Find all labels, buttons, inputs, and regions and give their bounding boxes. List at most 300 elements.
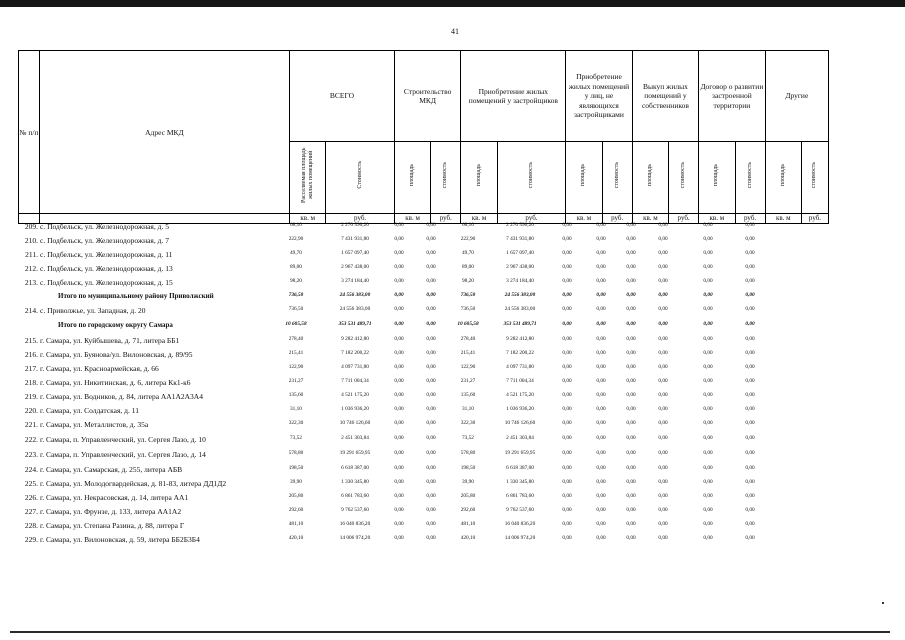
row-address: с. Приволжье, ул. Западная, д. 20 <box>40 306 146 315</box>
row-value: 0,00 <box>596 507 606 513</box>
group-header-total: ВСЕГО <box>290 51 395 142</box>
row-value: 0,00 <box>745 378 755 384</box>
table-row <box>18 278 829 290</box>
row-number: 215. <box>24 336 38 345</box>
row-value: 205,80 <box>460 493 476 499</box>
subheader-cell <box>669 142 699 214</box>
subheader-label: Стоимость <box>356 161 363 189</box>
row-value: 0,00 <box>426 236 436 242</box>
row-value: 0,00 <box>562 507 572 513</box>
unit-cell: руб. <box>735 214 765 224</box>
row-value: 14 006 974,20 <box>504 535 536 541</box>
row-value: 0,00 <box>745 292 755 298</box>
group-header-other: Другие <box>765 51 828 142</box>
row-value: 3 274 184,40 <box>506 278 534 284</box>
row-value: 0,00 <box>426 420 436 426</box>
top-border <box>0 0 905 7</box>
row-value: 0,00 <box>562 535 572 541</box>
row-value: 0,00 <box>658 435 668 441</box>
row-value: 0,00 <box>426 479 436 485</box>
row-value: 0,00 <box>745 420 755 426</box>
row-value: 0,00 <box>658 392 668 398</box>
row-value: 0,00 <box>745 350 755 356</box>
row-value: 0,00 <box>394 378 404 384</box>
subtotal-label: Итого по городскому округу Самара <box>58 321 173 329</box>
row-value: 0,00 <box>596 292 606 298</box>
row-value: 0,00 <box>745 450 755 456</box>
row-number: 218. <box>24 378 38 387</box>
row-number: 221. <box>24 420 38 429</box>
row-number: 214. <box>24 306 38 315</box>
subheader-cell <box>765 142 801 214</box>
row-value: 0,00 <box>562 292 572 298</box>
row-address: г. Самара, п. Управленческий, ул. Сергея Лазо, д. 10 <box>40 435 206 444</box>
row-value: 0,00 <box>658 222 668 228</box>
row-value: 1 657 097,40 <box>506 250 534 256</box>
subtotal-row <box>18 292 829 304</box>
row-value: 0,00 <box>562 278 572 284</box>
row-number: 223. <box>24 450 38 459</box>
row-value: 0,00 <box>658 364 668 370</box>
subheader-label: стоимость <box>680 161 687 189</box>
subheader-cell <box>461 142 497 214</box>
table-row <box>18 306 829 318</box>
row-value: 2 270 590,20 <box>341 222 369 228</box>
row-value: 0,00 <box>596 420 606 426</box>
unit-cell: руб. <box>602 214 632 224</box>
row-value: 1 036 936,20 <box>341 406 369 412</box>
row-value: 481,10 <box>288 521 304 527</box>
row-value: 1 330 345,80 <box>506 479 534 485</box>
row-value: 6 618 387,00 <box>341 465 369 471</box>
row-value: 0,00 <box>745 278 755 284</box>
row-value: 0,00 <box>562 250 572 256</box>
row-value: 1 657 097,40 <box>341 250 369 256</box>
row-value: 578,80 <box>460 450 476 456</box>
row-value: 0,00 <box>596 364 606 370</box>
row-value: 420,10 <box>460 535 476 541</box>
row-value: 122,90 <box>460 364 476 370</box>
row-value: 0,00 <box>394 278 404 284</box>
bottom-border <box>10 631 890 633</box>
row-value: 0,00 <box>562 392 572 398</box>
row-value: 4 097 731,80 <box>341 364 369 370</box>
unit-cell: кв. м <box>394 214 430 224</box>
row-value: 2 451 303,84 <box>341 435 369 441</box>
row-value: 122,90 <box>288 364 304 370</box>
row-value: 736,50 <box>460 292 476 298</box>
row-value: 0,00 <box>745 306 755 312</box>
row-value: 0,00 <box>658 535 668 541</box>
row-value: 0,00 <box>658 306 668 312</box>
row-value: 7 182 200,22 <box>506 350 534 356</box>
subheader-label: площадь <box>409 163 416 187</box>
row-number: 209. <box>24 222 38 231</box>
row-value: 0,00 <box>703 292 713 298</box>
row-address: г. Самара, ул. Буянова/ул. Вилоновская, д. 89/95 <box>40 350 193 359</box>
row-value: 0,00 <box>394 450 404 456</box>
row-value: 0,00 <box>596 535 606 541</box>
row-address: г. Самара, п. Управленческий, ул. Сергея Лазо, д. 14 <box>40 450 206 459</box>
unit-cell: руб. <box>497 214 566 224</box>
group-header-purchase-non-developers: Приобретение жилых помещений у лиц, не являющихся застройщиками <box>566 51 632 142</box>
row-value: 0,00 <box>596 350 606 356</box>
row-address: г. Самара, ул. Красноармейская, д. 66 <box>40 364 159 373</box>
table-row <box>18 507 829 519</box>
row-value: 0,00 <box>626 364 636 370</box>
row-value: 0,00 <box>745 264 755 270</box>
row-value: 135,60 <box>460 392 476 398</box>
table-row <box>18 420 829 432</box>
row-number: 213. <box>24 278 38 287</box>
row-value: 68,10 <box>290 222 302 228</box>
row-number: 212. <box>24 264 38 273</box>
group-header-territory: Договор о развитии застроенной территории <box>699 51 765 142</box>
row-address: г. Самара, ул. Никитинская, д. 6, литера Кк1-к6 <box>40 378 191 387</box>
row-value: 0,00 <box>745 435 755 441</box>
row-value: 10 605,58 <box>285 321 307 327</box>
row-value: 420,10 <box>288 535 304 541</box>
row-value: 0,00 <box>426 264 436 270</box>
scan-speck <box>882 602 884 604</box>
row-value: 2 967 438,00 <box>341 264 369 270</box>
row-value: 322,30 <box>288 420 304 426</box>
row-value: 0,00 <box>745 321 755 327</box>
row-value: 0,00 <box>703 507 713 513</box>
address-column-header <box>39 51 289 214</box>
row-value: 0,00 <box>596 521 606 527</box>
row-value: 736,50 <box>460 306 476 312</box>
row-value: 0,00 <box>703 306 713 312</box>
row-value: 222,90 <box>460 236 476 242</box>
row-value: 19 291 659,95 <box>504 450 536 456</box>
row-value: 278,40 <box>460 336 476 342</box>
row-address: г. Самара, ул. Куйбышева, д. 71, литера ББ1 <box>40 336 180 345</box>
subheader-cell <box>566 142 602 214</box>
row-value: 3 274 184,40 <box>341 278 369 284</box>
row-value: 0,00 <box>745 250 755 256</box>
row-value: 0,00 <box>745 535 755 541</box>
row-value: 0,00 <box>626 222 636 228</box>
table-row <box>18 435 829 447</box>
row-value: 278,40 <box>288 336 304 342</box>
row-value: 0,00 <box>626 535 636 541</box>
row-value: 292,60 <box>288 507 304 513</box>
row-value: 0,00 <box>658 450 668 456</box>
table-row <box>18 236 829 248</box>
subtotal-row <box>18 321 829 333</box>
row-value: 0,00 <box>394 321 404 327</box>
row-value: 0,00 <box>596 264 606 270</box>
row-value: 0,00 <box>658 292 668 298</box>
row-value: 24 556 383,00 <box>339 306 371 312</box>
row-value: 0,00 <box>596 450 606 456</box>
table-row <box>18 493 829 505</box>
table-header <box>18 50 829 224</box>
page-number: 41 <box>451 27 459 36</box>
num-column-header <box>19 51 40 214</box>
row-value: 0,00 <box>394 236 404 242</box>
row-value: 0,00 <box>658 278 668 284</box>
row-value: 89,00 <box>290 264 302 270</box>
row-value: 89,00 <box>462 264 474 270</box>
row-value: 14 006 974,20 <box>339 535 371 541</box>
row-value: 0,00 <box>394 392 404 398</box>
table-row <box>18 378 829 390</box>
row-value: 0,00 <box>658 236 668 242</box>
row-value: 73,52 <box>462 435 474 441</box>
table-row <box>18 364 829 376</box>
subheader-label: площадь <box>779 163 786 187</box>
row-value: 0,00 <box>426 278 436 284</box>
subheader-cell <box>801 142 828 214</box>
row-value: 0,00 <box>596 278 606 284</box>
subheader-cell <box>394 142 430 214</box>
unit-cell: кв. м <box>632 214 668 224</box>
row-value: 198,50 <box>460 465 476 471</box>
row-value: 7 711 004,34 <box>341 378 369 384</box>
row-value: 0,00 <box>426 450 436 456</box>
group-header-buyout: Выкуп жилых помещений у собственников <box>632 51 698 142</box>
row-value: 0,00 <box>426 392 436 398</box>
row-value: 0,00 <box>703 350 713 356</box>
subheader-cell <box>699 142 735 214</box>
row-value: 0,00 <box>745 364 755 370</box>
row-value: 0,00 <box>394 292 404 298</box>
row-number: 225. <box>24 479 38 488</box>
row-value: 0,00 <box>658 465 668 471</box>
row-value: 7 711 004,34 <box>506 378 534 384</box>
row-number: 219. <box>24 392 38 401</box>
subheader-label: стоимость <box>746 161 753 189</box>
row-value: 0,00 <box>658 521 668 527</box>
subheader-cell <box>632 142 668 214</box>
row-value: 0,00 <box>426 250 436 256</box>
row-value: 0,00 <box>658 507 668 513</box>
row-value: 9 282 412,80 <box>341 336 369 342</box>
row-value: 16 040 836,20 <box>339 521 371 527</box>
row-value: 0,00 <box>394 222 404 228</box>
row-value: 98,20 <box>290 278 302 284</box>
row-value: 39,90 <box>290 479 302 485</box>
subheader-label: стоимость <box>527 161 534 189</box>
row-value: 0,00 <box>703 435 713 441</box>
row-value: 0,00 <box>658 406 668 412</box>
row-value: 0,00 <box>626 392 636 398</box>
row-value: 24 556 383,00 <box>504 306 536 312</box>
row-value: 0,00 <box>394 479 404 485</box>
row-value: 736,50 <box>288 292 304 298</box>
row-value: 0,00 <box>626 321 636 327</box>
row-value: 0,00 <box>562 336 572 342</box>
row-value: 0,00 <box>562 435 572 441</box>
row-value: 0,00 <box>596 406 606 412</box>
row-value: 10 605,58 <box>457 321 479 327</box>
row-address: г. Самара, ул. Металлистов, д. 35а <box>40 420 149 429</box>
subheader-label: Расселяемая площадь жилых помещений <box>300 147 314 203</box>
row-value: 0,00 <box>426 321 436 327</box>
row-value: 0,00 <box>562 306 572 312</box>
row-value: 0,00 <box>562 465 572 471</box>
row-value: 0,00 <box>596 465 606 471</box>
table-row <box>18 521 829 533</box>
row-number: 217. <box>24 364 38 373</box>
row-value: 0,00 <box>426 378 436 384</box>
row-value: 0,00 <box>745 406 755 412</box>
row-value: 0,00 <box>394 364 404 370</box>
row-number: 220. <box>24 406 38 415</box>
row-address: г. Самара, ул. Самарская, д. 255, литера АБВ <box>40 465 183 474</box>
row-value: 0,00 <box>596 392 606 398</box>
row-value: 0,00 <box>658 264 668 270</box>
row-value: 0,00 <box>394 507 404 513</box>
row-value: 0,00 <box>426 465 436 471</box>
row-value: 0,00 <box>626 507 636 513</box>
row-value: 0,00 <box>703 222 713 228</box>
row-value: 0,00 <box>562 222 572 228</box>
row-value: 0,00 <box>596 493 606 499</box>
row-value: 7 182 200,22 <box>341 350 369 356</box>
row-value: 231,27 <box>460 378 476 384</box>
table-row <box>18 406 829 418</box>
row-value: 0,00 <box>394 420 404 426</box>
row-value: 198,50 <box>288 465 304 471</box>
group-header-purchase-developers: Приобретение жилых помещений у застройщиков <box>461 51 566 142</box>
row-value: 16 040 836,20 <box>504 521 536 527</box>
subheader-cell <box>290 142 326 214</box>
row-value: 0,00 <box>426 507 436 513</box>
unit-cell: руб. <box>669 214 699 224</box>
row-value: 0,00 <box>562 406 572 412</box>
row-number: 224. <box>24 465 38 474</box>
row-value: 0,00 <box>562 479 572 485</box>
row-value: 0,00 <box>426 406 436 412</box>
row-value: 0,00 <box>626 406 636 412</box>
row-value: 0,00 <box>703 450 713 456</box>
row-value: 0,00 <box>394 306 404 312</box>
row-value: 4 521 175,20 <box>341 392 369 398</box>
row-value: 49,70 <box>290 250 302 256</box>
row-value: 0,00 <box>562 420 572 426</box>
row-value: 0,00 <box>562 236 572 242</box>
row-value: 0,00 <box>596 321 606 327</box>
row-number: 211. <box>25 250 38 259</box>
row-address: г. Самара, ул. Фрунзе, д. 133, литера АА1А2 <box>40 507 182 516</box>
row-value: 19 291 659,95 <box>339 450 371 456</box>
table-row <box>18 392 829 404</box>
row-value: 292,60 <box>460 507 476 513</box>
row-value: 0,00 <box>562 350 572 356</box>
row-value: 39,90 <box>462 479 474 485</box>
row-value: 0,00 <box>745 507 755 513</box>
row-address: с. Подбельск, ул. Железнодорожная, д. 13 <box>40 264 173 273</box>
row-value: 0,00 <box>703 236 713 242</box>
row-value: 481,10 <box>460 521 476 527</box>
row-value: 578,80 <box>288 450 304 456</box>
row-value: 31,10 <box>290 406 302 412</box>
table-row <box>18 222 829 234</box>
row-value: 6 618 387,00 <box>506 465 534 471</box>
row-value: 68,10 <box>462 222 474 228</box>
row-value: 9 282 412,80 <box>506 336 534 342</box>
row-value: 6 861 783,60 <box>341 493 369 499</box>
row-value: 215,41 <box>460 350 476 356</box>
row-value: 0,00 <box>703 364 713 370</box>
row-number: 228. <box>24 521 38 530</box>
row-value: 0,00 <box>658 420 668 426</box>
row-value: 2 270 590,20 <box>506 222 534 228</box>
unit-cell: руб. <box>431 214 461 224</box>
row-value: 322,30 <box>460 420 476 426</box>
row-value: 0,00 <box>394 521 404 527</box>
row-value: 0,00 <box>703 521 713 527</box>
row-value: 0,00 <box>426 364 436 370</box>
row-address: г. Самара, ул. Вилоновская, д. 59, литера ББ2Б3Б4 <box>40 535 200 544</box>
unit-cell: кв. м <box>290 214 326 224</box>
row-value: 0,00 <box>426 521 436 527</box>
row-value: 0,00 <box>745 392 755 398</box>
subheader-cell <box>497 142 566 214</box>
row-value: 0,00 <box>596 479 606 485</box>
row-value: 0,00 <box>745 521 755 527</box>
row-value: 0,00 <box>626 336 636 342</box>
row-value: 0,00 <box>745 493 755 499</box>
address-column-label: Адрес МКД <box>145 127 184 137</box>
table-row <box>18 336 829 348</box>
row-address: г. Самара, ул. Степана Разина, д. 88, литера Г <box>40 521 185 530</box>
table-row <box>18 250 829 262</box>
unit-cell: кв. м <box>765 214 801 224</box>
row-number: 229. <box>24 535 38 544</box>
subheader-label: площадь <box>646 163 653 187</box>
row-value: 0,00 <box>596 378 606 384</box>
row-value: 231,27 <box>288 378 304 384</box>
row-value: 0,00 <box>626 250 636 256</box>
row-value: 9 762 537,60 <box>506 507 534 513</box>
row-address: с. Подбельск, ул. Железнодорожная, д. 7 <box>40 236 169 245</box>
row-value: 0,00 <box>596 435 606 441</box>
row-value: 0,00 <box>562 493 572 499</box>
row-value: 215,41 <box>288 350 304 356</box>
row-value: 0,00 <box>394 465 404 471</box>
row-value: 0,00 <box>626 450 636 456</box>
row-value: 0,00 <box>394 336 404 342</box>
row-number: 210. <box>24 236 38 245</box>
row-number: 227. <box>24 507 38 516</box>
row-value: 24 556 383,00 <box>504 292 536 298</box>
row-value: 0,00 <box>426 493 436 499</box>
row-value: 0,00 <box>626 493 636 499</box>
row-value: 2 967 438,00 <box>506 264 534 270</box>
row-value: 0,00 <box>426 306 436 312</box>
row-value: 0,00 <box>626 350 636 356</box>
row-value: 0,00 <box>394 435 404 441</box>
row-value: 0,00 <box>658 493 668 499</box>
row-value: 0,00 <box>562 321 572 327</box>
row-value: 0,00 <box>703 479 713 485</box>
table-row <box>18 479 829 491</box>
row-value: 0,00 <box>626 306 636 312</box>
subheader-label: площадь <box>713 163 720 187</box>
row-value: 0,00 <box>562 521 572 527</box>
row-value: 7 431 931,80 <box>506 236 534 242</box>
row-address: г. Самара, ул. Молодогвардейская, д. 81-83, литера ДД1Д2 <box>40 479 227 488</box>
row-value: 0,00 <box>626 378 636 384</box>
row-value: 0,00 <box>626 479 636 485</box>
row-value: 353 531 489,71 <box>338 321 372 327</box>
row-value: 0,00 <box>703 406 713 412</box>
subheader-cell <box>431 142 461 214</box>
